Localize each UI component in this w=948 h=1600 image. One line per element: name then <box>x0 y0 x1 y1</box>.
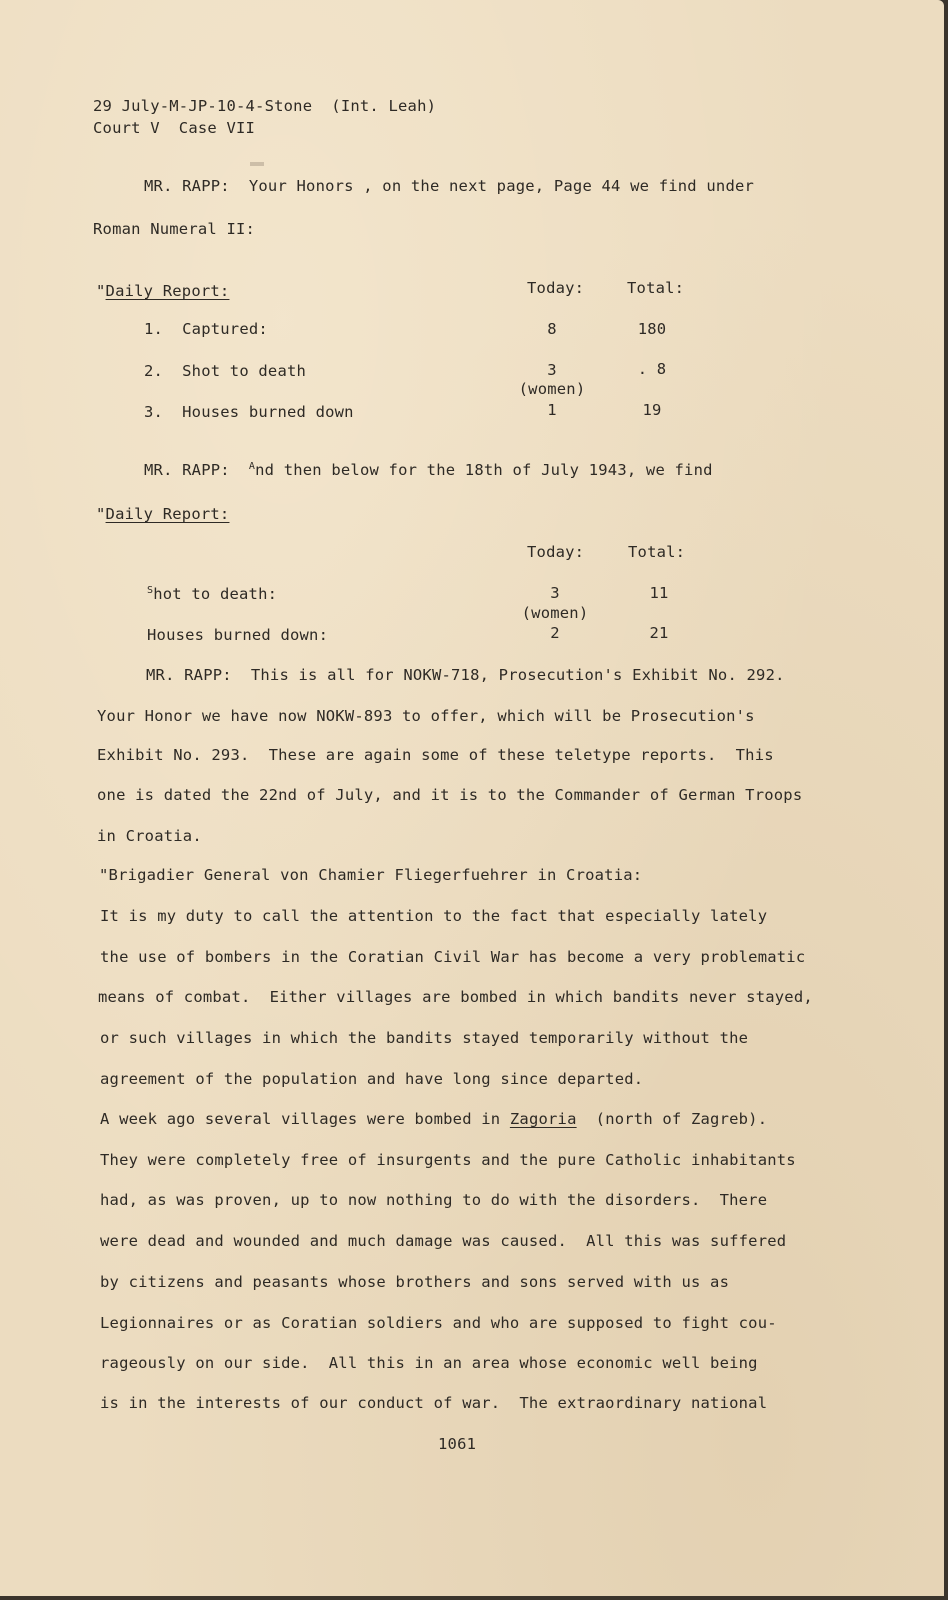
paragraph-line: MR. RAPP: This is all for NOKW-718, Prosecution's Exhibit No. 292. <box>146 666 785 684</box>
speaker-label: MR. RAPP: <box>144 461 230 479</box>
paragraph-line: They were completely free of insurgents and the pure Catholic inhabitants <box>100 1151 796 1169</box>
paragraph-line: is in the interests of our conduct of war. The extraordinary national <box>100 1394 768 1412</box>
place-name-zagoria: Zagoria <box>509 1110 577 1128</box>
column-header-total: Total: <box>628 543 686 561</box>
report-row-total: 180 <box>637 320 667 338</box>
paragraph-line: "Brigadier General von Chamier Fliegerfuehrer in Croatia: <box>99 866 643 884</box>
report-row-today: 2 <box>550 624 560 642</box>
page-number: 1061 <box>438 1435 477 1453</box>
header-line-1: 29 July-M-JP-10-4-Stone (Int. Leah) <box>93 97 437 115</box>
report-row-label: Houses burned down: <box>147 626 329 644</box>
paragraph-line: MR. RAPP: Your Honors , on the next page, Page 44 we find under <box>144 177 755 195</box>
report-row-total: 19 <box>642 401 662 419</box>
paragraph-line: means of combat. Either villages are bombed in which bandits never stayed, <box>98 988 813 1006</box>
paragraph-line <box>144 461 713 479</box>
superscript-letter: A <box>248 461 256 472</box>
paragraph-line: or such villages in which the bandits stayed temporarily without the <box>100 1029 749 1047</box>
report-row-today: 1 <box>547 401 557 419</box>
report-row-today: 3 <box>550 584 560 602</box>
paragraph-line: by citizens and peasants whose brothers and sons served with us as <box>100 1273 730 1291</box>
report-row-label <box>147 585 277 603</box>
report-row-total: 21 <box>649 624 669 642</box>
header-line-2: Court V Case VII <box>93 119 256 137</box>
report-row-label: 1. Captured: <box>144 320 268 338</box>
report-row-label: 3. Houses burned down <box>144 403 354 421</box>
report-row-total: 11 <box>649 584 669 602</box>
report-row-today: 8 <box>547 320 557 338</box>
paragraph-line: were dead and wounded and much damage was caused. All this was suffered <box>100 1232 787 1250</box>
paragraph-line <box>100 1110 767 1128</box>
report-row-total: . 8 <box>637 360 667 378</box>
ink-smudge <box>250 162 264 166</box>
paragraph-line: It is my duty to call the attention to the fact that especially lately <box>100 907 768 925</box>
paragraph-line: Roman Numeral II: <box>93 220 256 238</box>
paragraph-line: rageously on our side. All this in an area whose economic well being <box>100 1354 758 1372</box>
report-row-label: 2. Shot to death <box>144 362 307 380</box>
quote-mark: " <box>96 282 106 300</box>
paragraph-line: one is dated the 22nd of July, and it is to the Commander of German Troops <box>97 786 803 804</box>
line-text: A week ago several villages were bombed in <box>100 1110 510 1128</box>
report-row-today-note: (women) <box>521 604 589 622</box>
column-header-today: Today: <box>527 543 585 561</box>
line-text: (north of Zagreb). <box>576 1110 768 1128</box>
column-header-today: Today: <box>527 279 585 297</box>
quote-mark: " <box>96 505 106 523</box>
report-row-label-text: hot to death: <box>153 585 278 603</box>
report-title: Daily Report: <box>105 282 230 300</box>
paragraph-line: in Croatia. <box>97 827 202 845</box>
paragraph-line: had, as was proven, up to now nothing to do with the disorders. There <box>100 1191 768 1209</box>
paragraph-text: nd then below for the 18th of July 1943, we find <box>255 461 713 479</box>
report-1-heading <box>96 282 229 300</box>
report-row-today-note: (women) <box>518 380 586 398</box>
column-header-total: Total: <box>627 279 685 297</box>
report-row-today: 3 <box>547 361 557 379</box>
paragraph-line: Your Honor we have now NOKW-893 to offer, which will be Prosecution's <box>97 707 755 725</box>
paragraph-line: the use of bombers in the Coratian Civil War has become a very problematic <box>100 948 806 966</box>
paragraph-line: agreement of the population and have long since departed. <box>100 1070 644 1088</box>
superscript-letter: S <box>147 585 154 596</box>
report-2-heading <box>96 505 229 523</box>
paragraph-line: Exhibit No. 293. These are again some of these teletype reports. This <box>97 746 774 764</box>
paragraph-line: Legionnaires or as Coratian soldiers and who are supposed to fight cou- <box>100 1314 777 1332</box>
report-title: Daily Report: <box>105 505 230 523</box>
